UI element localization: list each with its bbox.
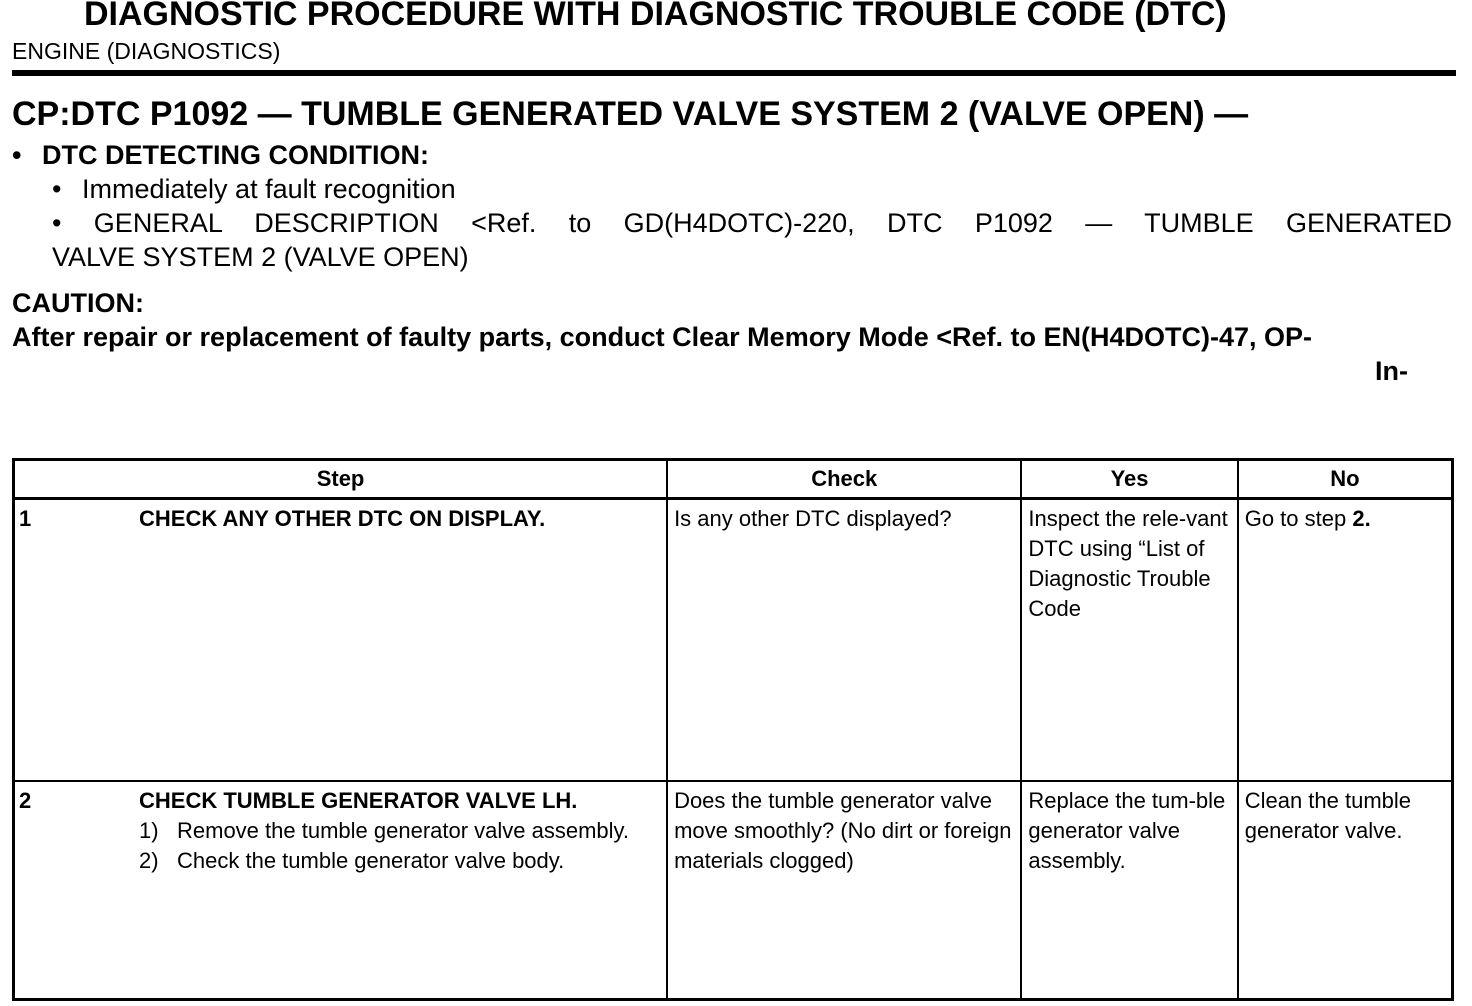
general-description — [52, 206, 1452, 274]
substep — [139, 816, 660, 846]
caution-line1[interactable]: After repair or replacement of faulty parts, conduct Clear Memory Mode <Ref. to EN(H4DOTC)-47, OP- — [12, 322, 1312, 352]
no-text: Go to step — [1244, 506, 1353, 531]
table-row — [14, 499, 1453, 782]
condition-item — [52, 172, 456, 206]
step-heading: CHECK ANY OTHER DTC ON DISPLAY. — [139, 506, 546, 531]
bullet-icon: • — [12, 140, 22, 170]
page-title: DIAGNOSTIC PROCEDURE WITH DIAGNOSTIC TROUBLE CODE (DTC) — [84, 0, 1227, 33]
header-rule — [12, 70, 1456, 76]
caution-line2: In- — [1375, 356, 1408, 386]
goto-step-link[interactable]: 2. — [1352, 506, 1371, 531]
check-cell: Does the tumble generator valve move smoothly? (No dirt or foreign materials clogged) — [667, 781, 1021, 1000]
step-cell — [14, 499, 668, 782]
dtc-title: CP:DTC P1092 — TUMBLE GENERATED VALVE SYSTEM 2 (VALVE OPEN) — — [12, 95, 1249, 133]
no-cell — [1238, 499, 1453, 782]
caution-label: CAUTION: — [12, 288, 144, 318]
general-description-line2: VALVE SYSTEM 2 (VALVE OPEN) — [52, 242, 469, 272]
section-label: ENGINE (DIAGNOSTICS) — [12, 38, 281, 64]
no-cell: Clean the tumble generator valve. — [1238, 781, 1453, 1000]
check-cell: Is any other DTC displayed? — [667, 499, 1021, 782]
header-yes: Yes — [1021, 460, 1237, 499]
step-heading: CHECK TUMBLE GENERATOR VALVE LH. — [139, 788, 578, 813]
yes-cell: Replace the tum-ble generator valve assembly. — [1021, 781, 1237, 1000]
table-header-row — [14, 460, 1453, 499]
step-number: 2 — [19, 788, 32, 813]
substep-number: 2) — [139, 848, 159, 873]
caution-text — [12, 320, 1452, 388]
substep-text: Check the tumble generator valve body. — [177, 848, 565, 873]
yes-cell: Inspect the rele-vant DTC using “List of Diagnostic Trouble Code — [1021, 499, 1237, 782]
table-row — [14, 781, 1453, 1000]
step-cell — [14, 781, 668, 1000]
substep-text: Remove the tumble generator valve assembly. — [177, 818, 630, 843]
substep-number: 1) — [139, 818, 159, 843]
diagnostic-table — [12, 458, 1454, 1001]
condition-item-text: Immediately at fault recognition — [82, 174, 456, 204]
substep — [139, 846, 660, 876]
step-number: 1 — [19, 506, 32, 531]
header-step: Step — [14, 460, 668, 499]
header-check: Check — [667, 460, 1021, 499]
condition-heading-text: DTC DETECTING CONDITION: — [42, 140, 429, 170]
general-description-line1[interactable]: • GENERAL DESCRIPTION <Ref. to GD(H4DOTC)-220, DTC P1092 — TUMBLE GENERATED — [52, 208, 1452, 238]
bullet-icon: • — [52, 174, 62, 204]
condition-heading — [12, 138, 429, 172]
header-no: No — [1238, 460, 1453, 499]
